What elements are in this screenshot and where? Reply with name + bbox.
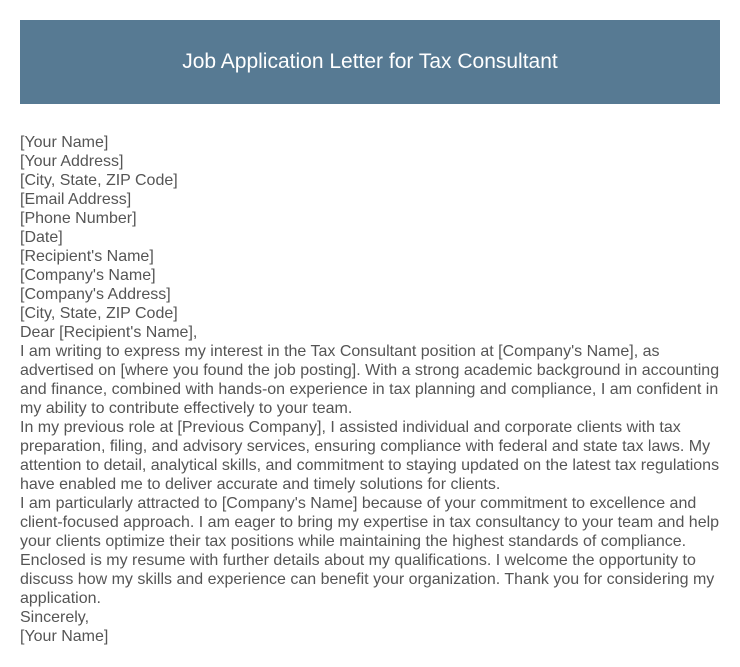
paragraph-intro: I am writing to express my interest in the Tax Consultant position at [Company's Name], as advertised on [where you found the job posting]. With a strong academic background in accounting and finance, combined with hands-on experience in tax planning and compliance, I am confident in my ability to contribute effectively to your team. [20, 343, 720, 417]
sender-block [20, 133, 725, 247]
letter-body [20, 133, 725, 646]
sender-name: [Your Name] [20, 134, 109, 151]
sender-phone: [Phone Number] [20, 210, 137, 227]
page-title: Job Application Letter for Tax Consultant [182, 50, 558, 73]
recipient-city-state-zip: [City, State, ZIP Code] [20, 305, 178, 322]
recipient-company: [Company's Name] [20, 267, 156, 284]
recipient-name: [Recipient's Name] [20, 248, 154, 265]
sender-city-state-zip: [City, State, ZIP Code] [20, 172, 178, 189]
paragraph-experience: In my previous role at [Previous Company], I assisted individual and corporate clients with tax preparation, filing, and advisory services, ensuring compliance with federal and state tax laws. My attention to detail, analytical skills, and commitment to staying updated on the latest tax regulations have enabled me to deliver accurate and timely solutions for clients. [20, 419, 720, 493]
paragraph-closing: Enclosed is my resume with further details about my qualifications. I welcome the opportunity to discuss how my skills and experience can benefit your organization. Thank you for considering my application. [20, 552, 715, 607]
closing: Sincerely, [20, 609, 90, 626]
title-banner [20, 20, 720, 104]
recipient-block [20, 247, 725, 323]
signature: [Your Name] [20, 628, 109, 645]
letter-date: [Date] [20, 229, 63, 246]
salutation: Dear [Recipient's Name], [20, 324, 198, 341]
sender-address: [Your Address] [20, 153, 124, 170]
sender-email: [Email Address] [20, 191, 132, 208]
paragraph-motivation: I am particularly attracted to [Company's Name] because of your commitment to excellence and client-focused approach. I am eager to bring my expertise in tax consultancy to your team and help your clients optimize their tax positions while maintaining the highest standards of compliance. [20, 495, 720, 550]
recipient-company-address: [Company's Address] [20, 286, 171, 303]
